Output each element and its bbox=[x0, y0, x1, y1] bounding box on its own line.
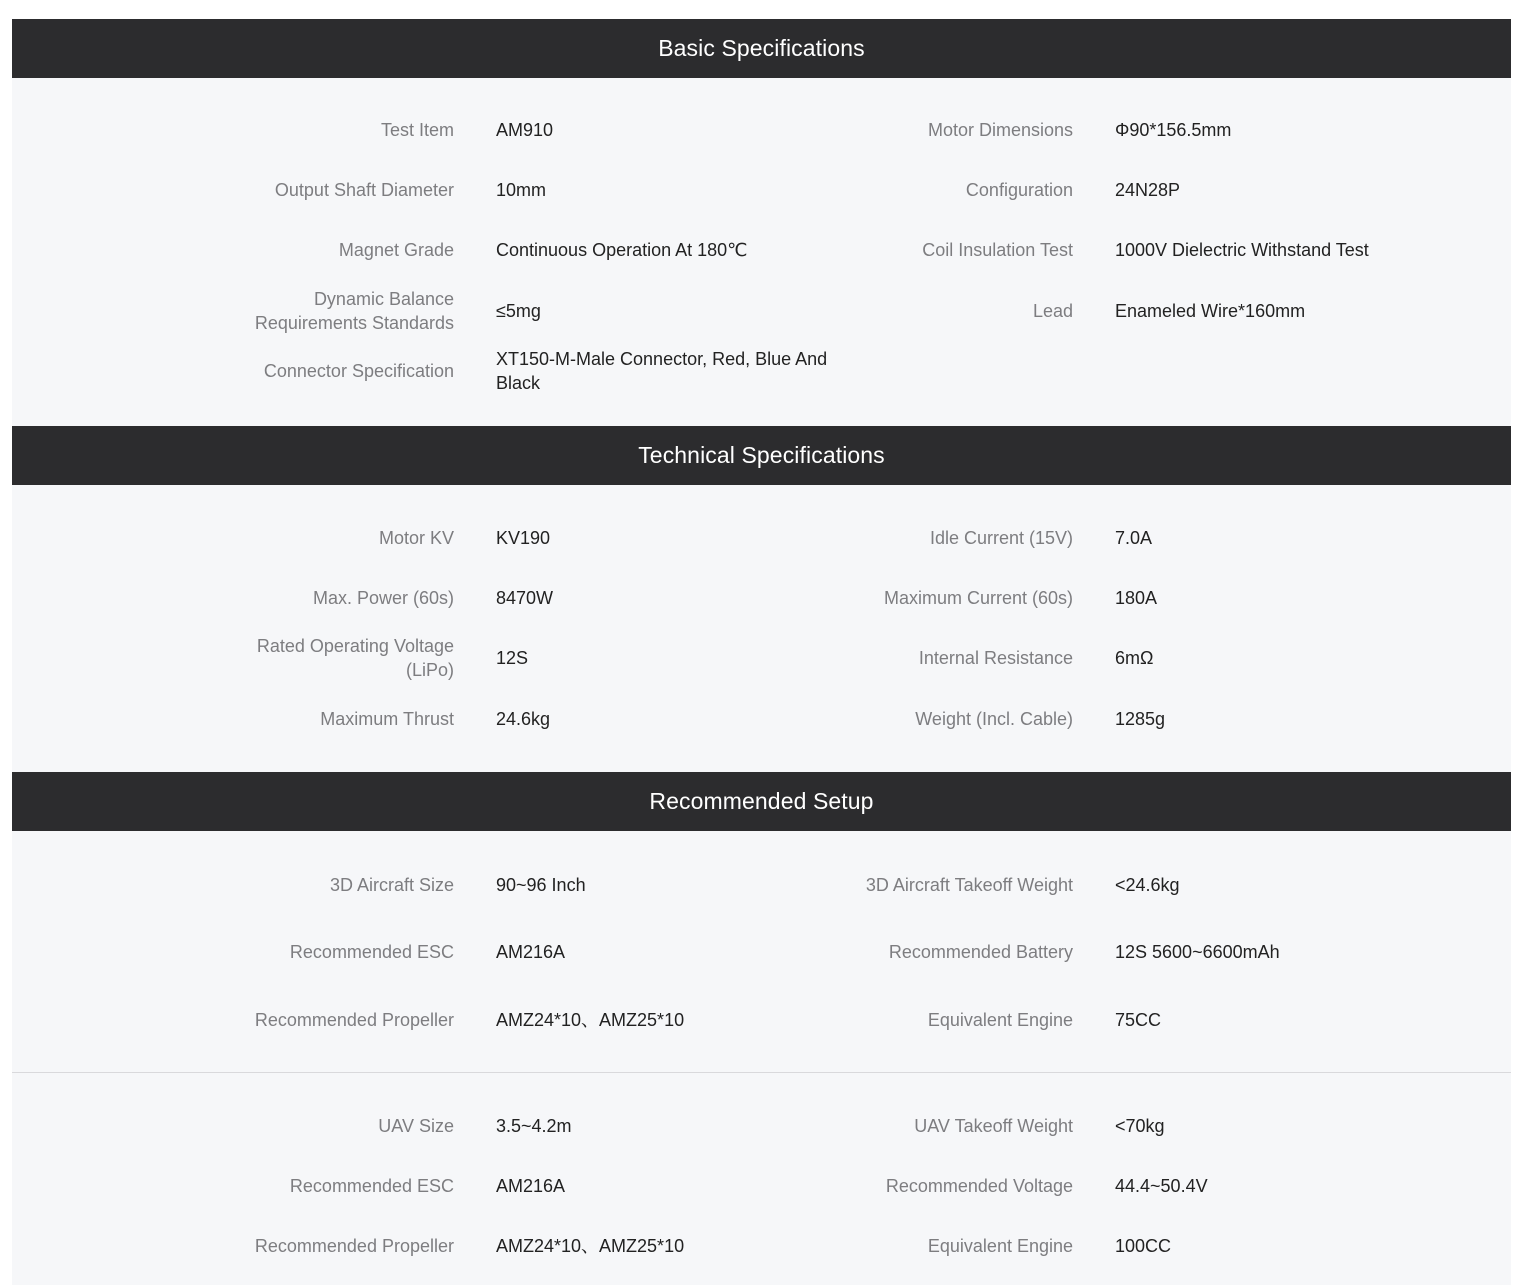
table-row bbox=[12, 570, 1511, 626]
section-title: Recommended Setup bbox=[649, 788, 874, 814]
spec-label: Recommended ESC bbox=[289, 942, 454, 962]
spec-label: 3D Aircraft Takeoff Weight bbox=[865, 875, 1073, 895]
section-title: Basic Specifications bbox=[658, 35, 865, 61]
spec-label: Recommended Propeller bbox=[254, 1010, 454, 1030]
group-divider bbox=[12, 1072, 1511, 1073]
table-row bbox=[12, 1218, 1511, 1274]
spec-label: Dynamic Balance Requirements Standards bbox=[254, 289, 454, 333]
spec-label: Recommended Propeller bbox=[254, 1236, 454, 1256]
top-band bbox=[12, 0, 1511, 19]
spec-page bbox=[12, 0, 1511, 1285]
spec-value: 90~96 Inch bbox=[496, 875, 586, 895]
spec-value: XT150-M-Male Connector, Red, Blue And Black bbox=[496, 349, 828, 393]
spec-label: Coil Insulation Test bbox=[922, 240, 1073, 260]
spec-label: Max. Power (60s) bbox=[312, 588, 454, 608]
spec-value: 8470W bbox=[496, 588, 554, 608]
spec-label: Motor Dimensions bbox=[927, 120, 1073, 140]
spec-label: Maximum Thrust bbox=[320, 709, 454, 729]
spec-label: Weight (Incl. Cable) bbox=[915, 709, 1073, 729]
spec-value: <24.6kg bbox=[1115, 875, 1180, 895]
spec-value: AM216A bbox=[496, 942, 566, 962]
spec-label: Configuration bbox=[965, 180, 1073, 200]
spec-value: AM910 bbox=[496, 120, 554, 140]
spec-label: Internal Resistance bbox=[918, 648, 1073, 668]
spec-value: 12S bbox=[496, 648, 529, 668]
spec-value: Continuous Operation At 180℃ bbox=[496, 240, 748, 260]
spec-label: Recommended Battery bbox=[888, 942, 1073, 962]
table-row bbox=[12, 630, 1511, 686]
spec-value: 44.4~50.4V bbox=[1115, 1176, 1208, 1196]
spec-label: 3D Aircraft Size bbox=[329, 875, 454, 895]
spec-label: Equivalent Engine bbox=[927, 1236, 1073, 1256]
spec-value bbox=[1115, 343, 1495, 399]
table-row bbox=[12, 992, 1511, 1048]
spec-value: ≤5mg bbox=[496, 301, 541, 321]
spec-value: AMZ24*10、AMZ25*10 bbox=[496, 1236, 685, 1256]
spec-label: Rated Operating Voltage (LiPo) bbox=[256, 636, 454, 680]
section-header-technical bbox=[12, 426, 1511, 485]
section-title: Technical Specifications bbox=[638, 442, 885, 468]
spec-value: 10mm bbox=[496, 180, 547, 200]
table-row bbox=[12, 343, 1511, 399]
table-row bbox=[12, 924, 1511, 980]
spec-value: AM216A bbox=[496, 1176, 566, 1196]
spec-value: KV190 bbox=[496, 528, 551, 548]
table-row bbox=[12, 222, 1511, 278]
spec-label: Motor KV bbox=[378, 528, 454, 548]
table-row bbox=[12, 102, 1511, 158]
spec-label: Maximum Current (60s) bbox=[883, 588, 1073, 608]
spec-label: UAV Size bbox=[378, 1116, 454, 1136]
spec-value: 1000V Dielectric Withstand Test bbox=[1115, 240, 1369, 260]
spec-value: Enameled Wire*160mm bbox=[1115, 301, 1306, 321]
table-row bbox=[12, 283, 1511, 339]
table-row bbox=[12, 162, 1511, 218]
spec-value: 100CC bbox=[1115, 1236, 1172, 1256]
spec-value: 6mΩ bbox=[1115, 648, 1154, 668]
spec-value: 3.5~4.2m bbox=[496, 1116, 572, 1136]
spec-value: 75CC bbox=[1115, 1010, 1162, 1030]
spec-label: Idle Current (15V) bbox=[929, 528, 1073, 548]
table-row bbox=[12, 691, 1511, 747]
spec-value: 12S 5600~6600mAh bbox=[1115, 942, 1280, 962]
section-header-basic bbox=[12, 19, 1511, 78]
spec-value: <70kg bbox=[1115, 1116, 1165, 1136]
spec-label: Recommended ESC bbox=[289, 1176, 454, 1196]
spec-label: Connector Specification bbox=[263, 361, 454, 381]
spec-label: Recommended Voltage bbox=[885, 1176, 1073, 1196]
spec-label: UAV Takeoff Weight bbox=[914, 1116, 1073, 1136]
spec-label bbox=[812, 343, 1073, 399]
spec-value: 24N28P bbox=[1115, 180, 1181, 200]
spec-label: Lead bbox=[1032, 301, 1073, 321]
spec-value: 180A bbox=[1115, 588, 1158, 608]
spec-label: Equivalent Engine bbox=[927, 1010, 1073, 1030]
spec-value: Φ90*156.5mm bbox=[1115, 120, 1232, 140]
spec-value: AMZ24*10、AMZ25*10 bbox=[496, 1010, 685, 1030]
table-row bbox=[12, 1098, 1511, 1154]
table-row bbox=[12, 510, 1511, 566]
table-row bbox=[12, 857, 1511, 913]
spec-label: Output Shaft Diameter bbox=[274, 180, 454, 200]
spec-label: Test Item bbox=[380, 120, 454, 140]
spec-value: 7.0A bbox=[1115, 528, 1153, 548]
section-header-recommended bbox=[12, 772, 1511, 831]
table-row bbox=[12, 1158, 1511, 1214]
spec-label: Magnet Grade bbox=[338, 240, 454, 260]
spec-value: 24.6kg bbox=[496, 709, 551, 729]
spec-value: 1285g bbox=[1115, 709, 1166, 729]
